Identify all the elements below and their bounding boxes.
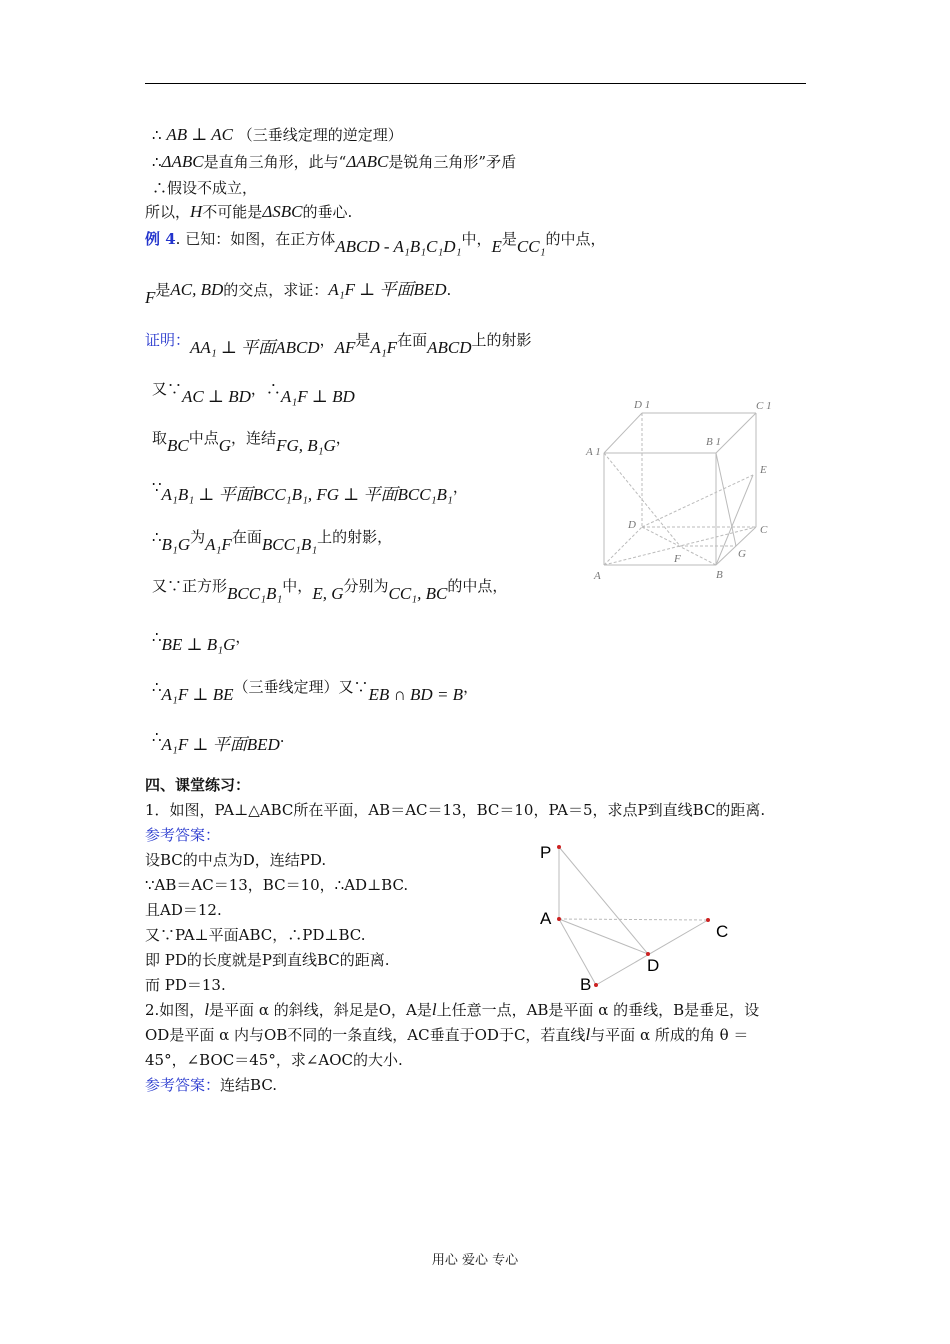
text: 上的射影 [471, 331, 532, 349]
text: ， [319, 331, 335, 349]
math-expr: l [585, 1025, 591, 1044]
math-expr: BC [167, 436, 189, 455]
math-expr: ΔABC [161, 152, 204, 171]
math-expr: ABCD [427, 338, 472, 357]
text: ， [335, 429, 351, 447]
text: 与平面 α 所成的角 θ ＝ [590, 1026, 749, 1044]
segment-a1f [604, 453, 680, 546]
text: ∴ [152, 628, 162, 646]
text: . 已知：如图，在正方体 [175, 230, 336, 248]
pyramid-figure [530, 835, 750, 995]
text: 不可能是 [202, 203, 263, 221]
segment-b1g [716, 453, 736, 546]
math-expr: l [204, 1000, 210, 1019]
text: ， [235, 628, 251, 646]
point-c [706, 918, 710, 922]
answer-text: 连结BC. [220, 1076, 278, 1094]
text: ， [452, 478, 468, 496]
text: 为 [190, 528, 206, 546]
answer-line: 而 PD＝13. [145, 976, 226, 994]
math-expr: E [491, 237, 502, 256]
label-b1: B 1 [706, 436, 721, 448]
text: 2.如图， [145, 1001, 205, 1019]
label-a1: A 1 [586, 446, 601, 458]
text: 取 [152, 429, 168, 447]
math-expr: CC₁, BC [388, 584, 448, 603]
math-expr: AB ⊥ AC [166, 125, 233, 144]
segment-ad [559, 919, 648, 954]
text: 是平面 α 的斜线，斜足是O，A是 [209, 1001, 432, 1019]
point-a [557, 917, 561, 921]
math-expr: CC₁ [516, 237, 546, 256]
math-expr: BCC₁B₁ [227, 584, 283, 603]
text: 上任意一点，AB是平面 α 的垂线，B是垂足，设 [436, 1001, 760, 1019]
text: ∴ [152, 528, 162, 546]
math-expr: BE ⊥ B₁G [161, 635, 236, 654]
math-expr: A₁F ⊥ BE [161, 685, 234, 704]
text: 的中点， [545, 230, 606, 248]
math-expr: A₁F [370, 338, 398, 357]
proof-line-4 [152, 477, 468, 504]
text: 是 [355, 331, 371, 349]
answer-label: 参考答案： [145, 1076, 221, 1094]
text: . [279, 728, 285, 746]
text: 是锐角三角形”矛盾 [388, 153, 517, 171]
text: 的交点，求证： [223, 281, 329, 299]
edge-a1d1 [604, 413, 642, 453]
line-right-triangle [152, 152, 516, 172]
text: 在面 [397, 331, 428, 349]
example-label: 例 4 [145, 230, 176, 248]
line-assumption-false: ∴假设不成立， [152, 179, 258, 197]
edge-b1c1 [716, 413, 756, 453]
cube-figure [580, 395, 780, 595]
text: 又∵ [152, 380, 183, 398]
question-2-line-1 [145, 1000, 759, 1020]
text: 是 [155, 281, 171, 299]
math-expr: A₁F [205, 535, 232, 554]
header-rule [145, 83, 806, 84]
page-footer: 用心 爱心 专心 [431, 1253, 519, 1268]
label-a: A [594, 570, 601, 582]
answer-line: 且AD＝12. [145, 901, 222, 919]
math-expr: H [190, 202, 203, 221]
proof-line-2 [152, 379, 355, 406]
math-expr: G [218, 436, 232, 455]
math-expr: ΔSBC [262, 202, 303, 221]
proof-line-6 [152, 576, 508, 603]
label-f: F [674, 553, 681, 565]
text: 中点 [188, 429, 219, 447]
label-e: E [760, 464, 767, 476]
label-d1: D 1 [634, 399, 651, 411]
proof-label: 证明： [145, 331, 191, 349]
label-a: A [540, 909, 552, 928]
question-2-line-3: 45°，∠BOC＝45°，求∠AOC的大小. [145, 1051, 403, 1069]
answer-line: 即 PD的长度就是P到直线BC的距离. [145, 951, 390, 969]
text: . [446, 281, 452, 299]
answer-2 [145, 1075, 277, 1095]
edge-ad [604, 527, 642, 565]
math-expr: F [145, 288, 156, 307]
text: ∴ [152, 728, 162, 746]
math-expr: A₁F ⊥ 平面BED [328, 280, 447, 299]
label-c: C [716, 922, 729, 941]
label-p: P [540, 843, 552, 862]
proof-line-1 [145, 330, 532, 357]
text: 中， [461, 230, 492, 248]
label-b: B [716, 569, 723, 581]
proof-line-8 [152, 677, 479, 704]
math-expr: A₁F ⊥ BD [280, 387, 355, 406]
theorem-note: （三垂线定理的逆定理） [237, 126, 403, 144]
math-expr: ABCD - A₁B₁C₁D₁ [335, 237, 462, 256]
text: OD是平面 α 内与OB不同的一条直线，AC垂直于OD于C，若直线 [145, 1026, 586, 1044]
text: 是直角三角形，此与“ [203, 153, 347, 171]
math-expr: E, G [312, 584, 344, 603]
text: 分别为 [343, 577, 389, 595]
math-expr: ΔABC [346, 152, 389, 171]
therefore-symbol: ∴ [152, 153, 162, 171]
point-p [557, 845, 561, 849]
proof-line-5 [152, 527, 393, 554]
text: ∴ [152, 678, 162, 696]
math-expr: AC ⊥ BD [182, 387, 251, 406]
segment-ac [559, 919, 708, 920]
math-expr: AC, BD [170, 280, 224, 299]
math-expr: B₁G [161, 535, 191, 554]
math-expr: BCC₁B₁ [261, 535, 318, 554]
proof-line-9 [152, 727, 285, 754]
answer-line: 又∵PA⊥平面ABC，∴PD⊥BC. [145, 926, 366, 944]
math-expr: A₁F ⊥ 平面BED [161, 735, 280, 754]
text: ，连结 [231, 429, 277, 447]
example-4-statement-2 [145, 280, 452, 307]
label-d: D [647, 956, 660, 975]
answer-label: 参考答案： [145, 826, 221, 844]
line-ab-perp-ac [152, 125, 403, 145]
segment-bc [596, 920, 708, 985]
text: （三垂线定理）又∵ [233, 678, 369, 696]
question-1: 1．如图，PA⊥△ABC所在平面，AB＝AC＝13，BC＝10，PA＝5，求点P到直线BC的距离. [145, 801, 766, 819]
therefore-symbol: ∴ [152, 126, 162, 144]
text: ，∴ [250, 380, 281, 398]
text: 的中点， [447, 577, 508, 595]
text: ， [463, 678, 479, 696]
label-b: B [580, 975, 592, 994]
text: 上的射影， [317, 528, 393, 546]
label-c: C [760, 524, 768, 536]
segment-be [716, 475, 753, 565]
text: 又∵正方形 [152, 577, 228, 595]
question-2-line-2 [145, 1025, 748, 1045]
math-expr: AA₁ ⊥ 平面ABCD [190, 338, 320, 357]
segment-pd [559, 847, 648, 954]
label-g: G [738, 548, 746, 560]
math-expr: l [431, 1000, 437, 1019]
answer-line: 设BC的中点为D，连结PD. [145, 851, 327, 869]
section-title: 四、课堂练习： [145, 776, 251, 794]
point-b [594, 983, 598, 987]
line-conclusion [145, 202, 352, 222]
answer-line: ∵AB＝AC＝13，BC＝10，∴AD⊥BC. [145, 876, 409, 894]
text: 在面 [231, 528, 262, 546]
proof-line-7 [152, 627, 251, 654]
math-expr: AF [334, 338, 356, 357]
math-expr: EB ∩ BD = B [368, 685, 464, 704]
proof-line-3 [152, 428, 351, 455]
text: 是 [501, 230, 517, 248]
label-d: D [628, 519, 636, 531]
text: ∵ [152, 478, 162, 496]
text: 所以， [145, 203, 191, 221]
math-expr: A₁B₁ ⊥ 平面BCC₁B₁, FG ⊥ 平面BCC₁B₁ [161, 485, 453, 504]
example-4-statement [145, 229, 606, 256]
text: 的垂心. [302, 203, 353, 221]
label-c1: C 1 [756, 400, 772, 412]
text: 中， [282, 577, 313, 595]
math-expr: FG, B₁G [276, 436, 336, 455]
